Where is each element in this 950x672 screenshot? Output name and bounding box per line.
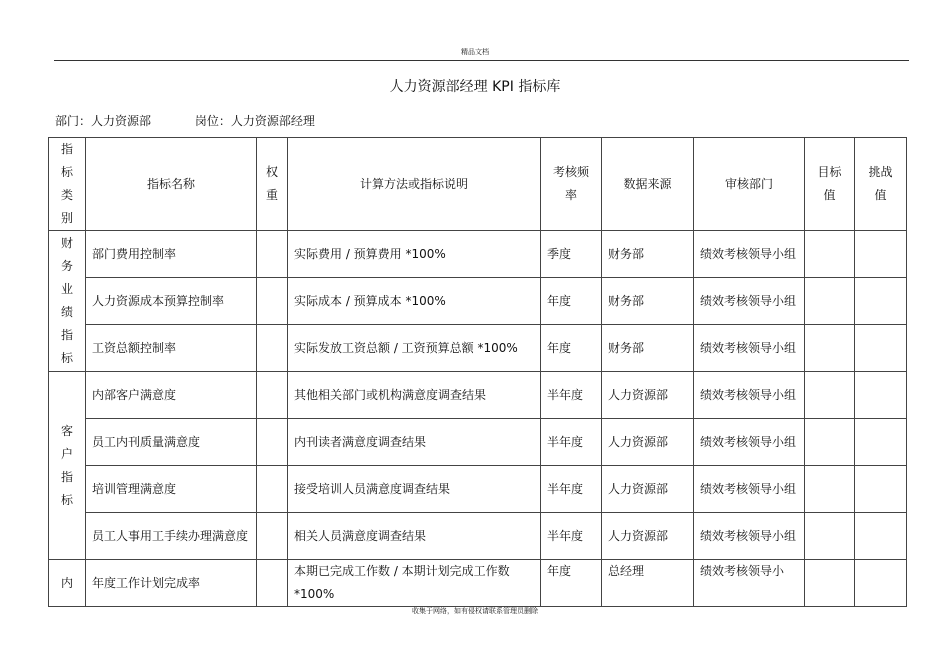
frequency-cell: 半年度: [541, 513, 602, 560]
method-cell: 实际发放工资总额 / 工资预算总额 *100%: [288, 325, 541, 372]
table-header-row: [49, 138, 907, 231]
challenge-cell: [855, 231, 907, 278]
weight-cell: [257, 325, 288, 372]
frequency-cell: 半年度: [541, 419, 602, 466]
frequency-cell: 季度: [541, 231, 602, 278]
method-cell: 其他相关部门或机构满意度调查结果: [288, 372, 541, 419]
header-method: 计算方法或指标说明: [288, 138, 541, 231]
challenge-cell: [855, 419, 907, 466]
challenge-cell: [855, 325, 907, 372]
kpi-table: [48, 137, 907, 607]
page-title: 人力资源部经理 KPI 指标库: [389, 79, 561, 95]
table-row: [49, 513, 907, 560]
source-cell: 人力资源部: [602, 419, 694, 466]
source-cell: 人力资源部: [602, 466, 694, 513]
frequency-cell: 年度: [541, 560, 602, 607]
department-label: 部门：人力资源部: [55, 114, 152, 128]
category-finance: 财务业绩指标: [49, 231, 86, 372]
source-cell: 总经理: [602, 560, 694, 607]
position-label: 岗位：人力资源部经理: [194, 114, 315, 128]
weight-cell: [257, 560, 288, 607]
target-cell: [805, 466, 855, 513]
category-internal: 内: [49, 560, 86, 607]
method-cell: 本期已完成工作数 / 本期计划完成工作数 *100%: [288, 560, 541, 607]
weight-cell: [257, 231, 288, 278]
table-row: [49, 231, 907, 278]
challenge-cell: [855, 466, 907, 513]
table-row: [49, 372, 907, 419]
indicator-name: 培训管理满意度: [86, 466, 257, 513]
reviewer-cell: 绩效考核领导小: [694, 560, 805, 607]
indicator-name: 员工内刊质量满意度: [86, 419, 257, 466]
table-row: [49, 419, 907, 466]
frequency-cell: 年度: [541, 325, 602, 372]
weight-cell: [257, 278, 288, 325]
weight-cell: [257, 513, 288, 560]
page-header-text: 精品文档: [461, 48, 489, 56]
method-cell: 内刊读者满意度调查结果: [288, 419, 541, 466]
header-category: 指标类别: [49, 138, 86, 231]
target-cell: [805, 560, 855, 607]
header-challenge: 挑战值: [855, 138, 907, 231]
header-rule: [54, 60, 909, 61]
indicator-name: 内部客户满意度: [86, 372, 257, 419]
source-cell: 财务部: [602, 325, 694, 372]
header-reviewer: 审核部门: [694, 138, 805, 231]
weight-cell: [257, 372, 288, 419]
indicator-name: 年度工作计划完成率: [86, 560, 257, 607]
reviewer-cell: 绩效考核领导小组: [694, 231, 805, 278]
table-row: [49, 560, 907, 607]
reviewer-cell: 绩效考核领导小组: [694, 372, 805, 419]
reviewer-cell: 绩效考核领导小组: [694, 278, 805, 325]
table-row: [49, 325, 907, 372]
indicator-name: 部门费用控制率: [86, 231, 257, 278]
header-name: 指标名称: [86, 138, 257, 231]
header-weight: 权重: [257, 138, 288, 231]
frequency-cell: 年度: [541, 278, 602, 325]
category-customer: 客户指标: [49, 372, 86, 560]
target-cell: [805, 513, 855, 560]
target-cell: [805, 325, 855, 372]
reviewer-cell: 绩效考核领导小组: [694, 325, 805, 372]
source-cell: 财务部: [602, 278, 694, 325]
challenge-cell: [855, 278, 907, 325]
target-cell: [805, 278, 855, 325]
method-cell: 实际成本 / 预算成本 *100%: [288, 278, 541, 325]
header-target: 目标值: [805, 138, 855, 231]
method-cell: 接受培训人员满意度调查结果: [288, 466, 541, 513]
indicator-name: 人力资源成本预算控制率: [86, 278, 257, 325]
indicator-name: 工资总额控制率: [86, 325, 257, 372]
page-footer-text: 收集于网络，如有侵权请联系管理员删除: [412, 607, 538, 615]
source-cell: 人力资源部: [602, 513, 694, 560]
challenge-cell: [855, 560, 907, 607]
table-row: [49, 466, 907, 513]
reviewer-cell: 绩效考核领导小组: [694, 513, 805, 560]
weight-cell: [257, 419, 288, 466]
target-cell: [805, 419, 855, 466]
target-cell: [805, 372, 855, 419]
reviewer-cell: 绩效考核领导小组: [694, 419, 805, 466]
header-source: 数据来源: [602, 138, 694, 231]
frequency-cell: 半年度: [541, 466, 602, 513]
table-row: [49, 278, 907, 325]
challenge-cell: [855, 513, 907, 560]
meta-line: [55, 112, 355, 129]
indicator-name: 员工人事用工手续办理满意度: [86, 513, 257, 560]
frequency-cell: 半年度: [541, 372, 602, 419]
header-frequency: 考核频率: [541, 138, 602, 231]
method-cell: 实际费用 / 预算费用 *100%: [288, 231, 541, 278]
weight-cell: [257, 466, 288, 513]
method-cell: 相关人员满意度调查结果: [288, 513, 541, 560]
challenge-cell: [855, 372, 907, 419]
source-cell: 人力资源部: [602, 372, 694, 419]
source-cell: 财务部: [602, 231, 694, 278]
reviewer-cell: 绩效考核领导小组: [694, 466, 805, 513]
target-cell: [805, 231, 855, 278]
